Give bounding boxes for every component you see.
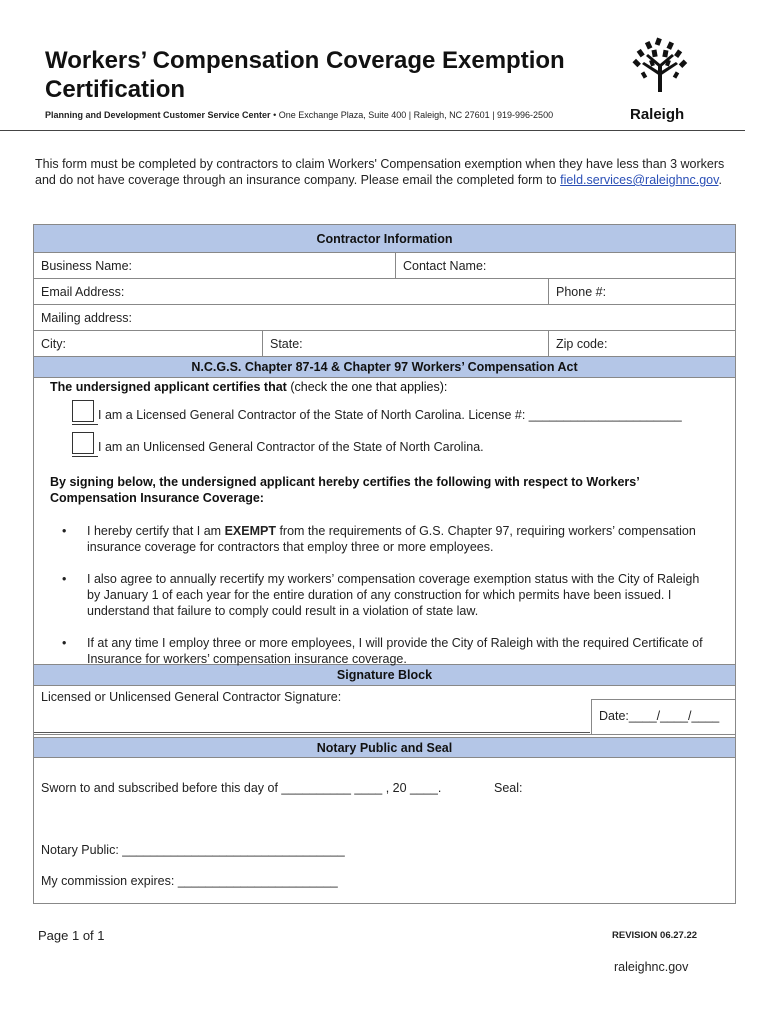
bullet-insurance-text: If at any time I employ three or more employees, I will provide the City of Raleigh with the required Certificate of Insurance for workers’ compensation insurance coverage. bbox=[87, 636, 703, 666]
raleigh-logo-text: Raleigh bbox=[630, 106, 685, 123]
unlicensed-checkbox[interactable] bbox=[72, 432, 94, 454]
bullet-recertify-text: I also agree to annually recertify my workers’ compensation coverage exemption status with the City of Raleigh by January 1 of each year for the entire duration of any construction for which permits have been issued. I understand that failure to comply could result in a violation of state law. bbox=[87, 572, 700, 618]
unlicensed-option-label: I am an Unlicensed General Contractor of the State of North Carolina. bbox=[98, 440, 484, 454]
row-city bbox=[34, 331, 735, 357]
date-field[interactable]: Date:____/____/____ bbox=[591, 699, 735, 735]
signature-heading: Signature Block bbox=[34, 665, 735, 686]
intro-end: . bbox=[718, 173, 722, 187]
contractor-info-heading: Contractor Information bbox=[34, 225, 735, 253]
signature-section bbox=[34, 686, 735, 735]
mailing-address-field[interactable]: Mailing address: bbox=[41, 311, 133, 325]
unlicensed-option bbox=[72, 432, 484, 454]
act-heading: N.C.G.S. Chapter 87-14 & Chapter 97 Workers’ Compensation Act bbox=[34, 357, 735, 378]
bullet1-post: from the requirements of G.S. Chapter 97, requiring workers’ compensation insurance coverage for contractors that employ three or more employees. bbox=[87, 524, 696, 554]
act-section bbox=[34, 378, 735, 665]
office-contact-line bbox=[45, 110, 553, 120]
sworn-statement[interactable]: Sworn to and subscribed before this day of __________ ____ , 20 ____. bbox=[41, 781, 442, 795]
revision-label: REVISION 06.27.22 bbox=[612, 930, 698, 941]
bullet-dot bbox=[62, 635, 87, 667]
notary-section bbox=[34, 758, 735, 903]
certifies-bold: The undersigned applicant certifies that bbox=[50, 380, 287, 394]
licensed-checkbox[interactable] bbox=[72, 400, 94, 422]
bullet1-bold: EXEMPT bbox=[224, 524, 276, 538]
licensed-option-label: I am a Licensed General Contractor of the State of North Carolina. License #: ______________________ bbox=[98, 408, 682, 422]
bullet1-pre: I hereby certify that I am bbox=[87, 524, 225, 538]
phone-field[interactable]: Phone #: bbox=[556, 285, 607, 299]
bullet-recertify bbox=[62, 571, 712, 619]
bullet-exempt bbox=[62, 523, 712, 555]
page-number: Page 1 of 1 bbox=[38, 928, 105, 943]
raleigh-tree-logo-icon bbox=[628, 34, 692, 94]
contact-name-field[interactable]: Contact Name: bbox=[403, 259, 487, 273]
signature-line[interactable] bbox=[34, 732, 590, 733]
intro-paragraph bbox=[35, 156, 735, 188]
certifies-statement bbox=[50, 380, 447, 394]
certifies-rest: (check the one that applies): bbox=[286, 380, 448, 394]
seal-label: Seal: bbox=[494, 781, 523, 795]
row-email bbox=[34, 279, 735, 305]
email-link[interactable]: field.services@raleighnc.gov bbox=[560, 173, 719, 187]
unlicensed-check-underline bbox=[72, 456, 98, 457]
bullet-dot bbox=[62, 523, 87, 555]
zip-code-field[interactable]: Zip code: bbox=[556, 337, 608, 351]
bullet-exempt-text bbox=[87, 523, 712, 555]
commission-expires-field[interactable]: My commission expires: _______________________ bbox=[41, 874, 338, 888]
city-field[interactable]: City: bbox=[34, 331, 263, 356]
notary-heading: Notary Public and Seal bbox=[34, 737, 735, 758]
licensed-option bbox=[72, 400, 682, 422]
licensed-check-underline bbox=[72, 424, 98, 425]
state-field[interactable]: State: bbox=[263, 331, 549, 356]
row-mailing bbox=[34, 305, 735, 331]
signature-label: Licensed or Unlicensed General Contractor Signature: bbox=[41, 690, 342, 704]
bullet-dot bbox=[62, 571, 87, 619]
header-divider bbox=[0, 130, 745, 131]
page-title: Workers’ Compensation Coverage Exemption Certification bbox=[45, 47, 565, 103]
center-name: Planning and Development Customer Service Center bbox=[45, 110, 271, 120]
center-address: • One Exchange Plaza, Suite 400 | Raleigh, NC 27601 | 919-996-2500 bbox=[270, 110, 554, 120]
row-business bbox=[34, 253, 735, 279]
notary-public-field[interactable]: Notary Public: ________________________________ bbox=[41, 843, 345, 857]
exemption-form bbox=[33, 224, 736, 904]
website-label: raleighnc.gov bbox=[614, 960, 689, 974]
intro-text: This form must be completed by contractors to claim Workers' Compensation exemption when they have less than 3 workers and do not have coverage through an insurance company. Please email the completed form to bbox=[35, 157, 725, 187]
bullet-insurance bbox=[62, 635, 712, 667]
email-address-field[interactable]: Email Address: bbox=[34, 279, 549, 304]
business-name-field[interactable]: Business Name: bbox=[34, 253, 396, 278]
certify-following: By signing below, the undersigned applicant hereby certifies the following with respect to Workers’ Compensation Insurance Coverage: bbox=[50, 475, 639, 505]
